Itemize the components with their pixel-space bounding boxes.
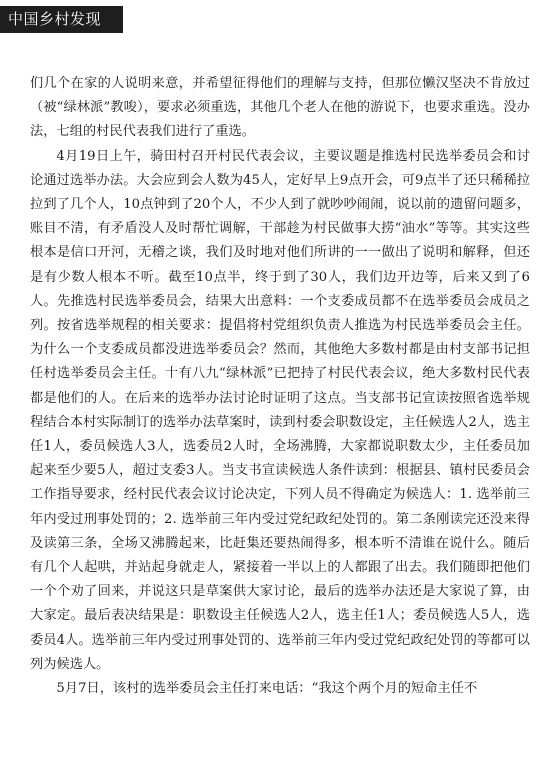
paragraph-1: 们几个在家的人说明来意，并希望征得他们的理解与支持，但那位懒汉坚决不肯放过（被“绿林派”教唆），要求必须重选，其他几个老人在他的游说下，也要求重选。没办法，七组的村民代表我们进行了重选。	[30, 76, 530, 140]
paragraph-3: 5月7日，该村的选举委员会主任打来电话：“我这个两个月的短命主任不	[56, 681, 478, 697]
header-title: 中国乡村发现	[8, 10, 102, 28]
article-body	[30, 72, 530, 701]
header-title-bar	[0, 6, 123, 33]
paragraph-2: 4月19日上午，骑田村召开村民代表会议，主要议题是推选村民选举委员会和讨论通过选举办法。大会应到会人数为45人，定好早上9点开会，可9点半了还只稀稀拉拉到了几个人，10点钟到了20个人，不少人到了就吵吵闹闹，说以前的遗留问题多，账目不清，有矛盾没人及时帮忙调解，干部趁为村民做事大捞“油水”等等。其实这些根本是信口开河，无稽之谈，我们及时地对他们所讲的一一做出了说明和解释，但还是有少数人根本不听。截至10点半，终于到了30人，我们边开边等，后来又到了6人。先推选村民选举委员会，结果大出意料：一个支委成员都不在选举委员会成员之列。按省选举规程的相关要求：提倡将村党组织负责人推选为村民选举委员会主任。为什么一个支委成员都没进选举委员会？然而，其他绝大多数村都是由村支部书记担任村选举委员会主任。十有八九“绿林派”已把持了村民代表会议，绝大多数村民代表都是他们的人。在后来的选举办法讨论时证明了这点。当支部书记宣读按照省选举规程结合本村实际制订的选举办法草案时，读到村委会职数设定，主任候选人2人，选主任1人，委员候选人3人，选委员2人时，全场沸腾，大家都说职数太少，主任委员加起来至少要5人，超过支委3人。当支书宣读候选人条件读到：根据县、镇村民委员会工作指导要求，经村民代表会议讨论决定，下列人员不得确定为候选人：1. 选举前三年内受过刑事处罚的；2. 选举前三年内受过党纪政纪处罚的。第二条刚读完还没来得及读第三条，全场又沸腾起来，比赶集还要热闹得多，根本听不清谁在说什么。随后有几个人起哄，并站起身就走人，紧接着一半以上的人都跟了出去。我们随即把他们一个个劝了回来，并说这只是草案供大家讨论，最后的选举办法还是大家说了算，由大家定。最后表决结果是：职数设主任候选人2人，选主任1人；委员候选人5人，选委员4人。选举前三年内受过刑事处罚的、选举前三年内受过党纪政纪处罚的等都可以列为候选人。	[30, 148, 530, 672]
